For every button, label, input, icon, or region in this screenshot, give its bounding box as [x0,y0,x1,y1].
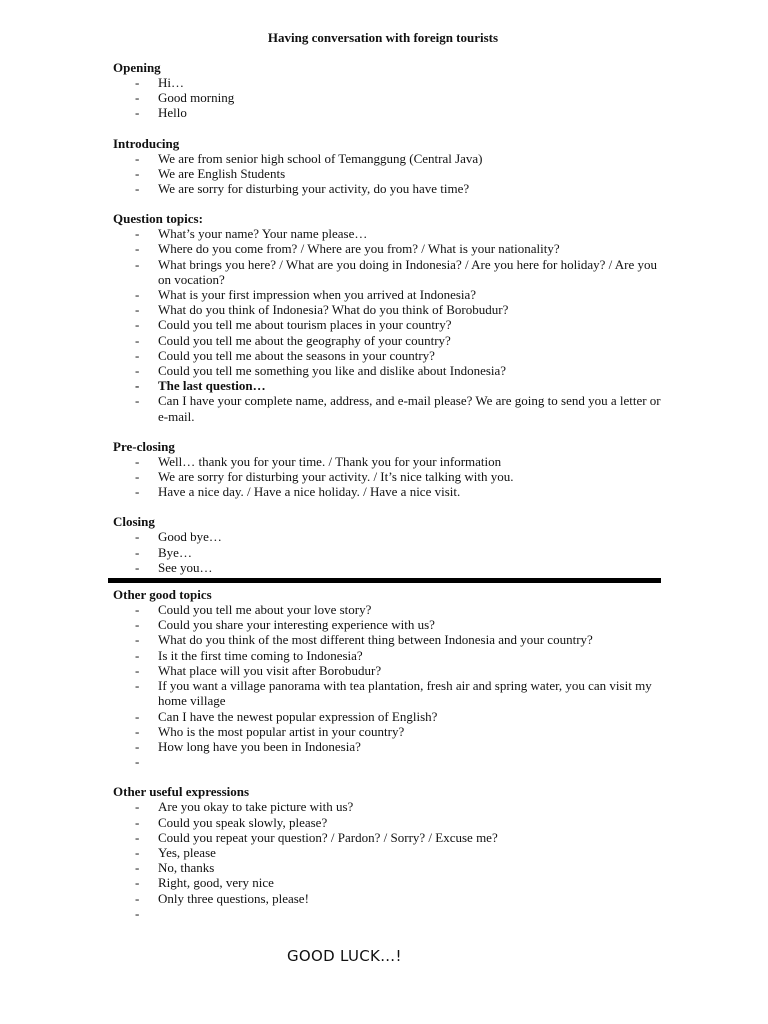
list-item: - Could you tell me about your love story? [113,602,663,617]
list-item: - What place will you visit after Borobudur? [113,663,663,678]
list-item: - Have a nice day. / Have a nice holiday. / Have a nice visit. [113,484,663,499]
divider-rule [108,578,661,583]
list-item: - Who is the most popular artist in your country? [113,724,663,739]
section-other-useful-expressions [113,784,663,921]
list-item-bold: - The last question… [113,378,663,393]
list-item: - Could you tell me about the geography of your country? [113,333,663,348]
section-heading: Opening [113,60,161,75]
section-pre-closing [113,439,663,500]
list-item: - Hello [113,105,663,120]
list-item: - Could you share your interesting experience with us? [113,617,663,632]
section-heading: Introducing [113,135,180,151]
list-item: - See you… [113,560,663,575]
page-title: Having conversation with foreign tourists [267,30,499,45]
list-item: - We are from senior high school of Temanggung (Central Java) [113,151,663,166]
list-item: - Could you speak slowly, please? [113,815,663,830]
list-item: - What do you think of Indonesia? What do you think of Borobudur? [113,302,663,317]
section-heading: Closing [113,514,155,530]
list-item: - Can I have the newest popular expression of English? [113,709,663,724]
list-item: - How long have you been in Indonesia? [113,739,663,754]
list-item: - Where do you come from? / Where are you from? / What is your nationality? [113,241,663,256]
list-item: - Yes, please [113,845,663,860]
section-other-good-topics [113,587,663,769]
list-item: - We are English Students [113,166,663,181]
section-heading: Pre-closing [113,438,175,454]
list-item: - Well… thank you for your time. / Thank you for your information [113,454,663,469]
list-item: - Only three questions, please! [113,891,663,906]
section-heading: Question topics: [113,211,203,227]
list-item: - Good morning [113,90,663,105]
list-item: - No, thanks [113,860,663,875]
list-item: - What brings you here? / What are you doing in Indonesia? / Are you here for holiday? / Are you on vocation? [113,257,663,287]
list-item: - Could you repeat your question? / Pardon? / Sorry? / Excuse me? [113,830,663,845]
list-item: - Could you tell me about tourism places in your country? [113,317,663,332]
list-item-empty [113,906,663,921]
list-item: - Good bye… [113,529,663,544]
list-item: - Bye… [113,545,663,560]
list-item: - Could you tell me about the seasons in your country? [113,348,663,363]
list-item: - Can I have your complete name, address, and e-mail please? We are going to send you a letter or e-mail. [113,393,663,423]
list-item: - What is your first impression when you arrived at Indonesia? [113,287,663,302]
list-item: - Hi… [113,75,663,90]
list-item: - Is it the first time coming to Indonesia? [113,648,663,663]
list-item: - Could you tell me something you like and dislike about Indonesia? [113,363,663,378]
list-item: - We are sorry for disturbing your activity, do you have time? [113,181,663,196]
list-item: - If you want a village panorama with tea plantation, fresh air and spring water, you can visit my home village [113,678,663,708]
list-item: - What do you think of the most different thing between Indonesia and your country? [113,632,663,647]
list-item-empty [113,754,663,769]
good-luck-footer: GOOD LUCK…! [287,947,402,965]
section-question-topics [113,211,663,424]
section-opening [113,60,663,121]
list-item: - What’s your name? Your name please… [113,226,663,241]
document-page [113,30,663,921]
section-closing [113,514,663,575]
section-heading: Other good topics [113,587,212,603]
list-item: - Right, good, very nice [113,875,663,890]
section-introducing [113,136,663,197]
section-heading: Other useful expressions [113,784,250,800]
list-item: - We are sorry for disturbing your activity. / It’s nice talking with you. [113,469,663,484]
list-item: - Are you okay to take picture with us? [113,799,663,814]
